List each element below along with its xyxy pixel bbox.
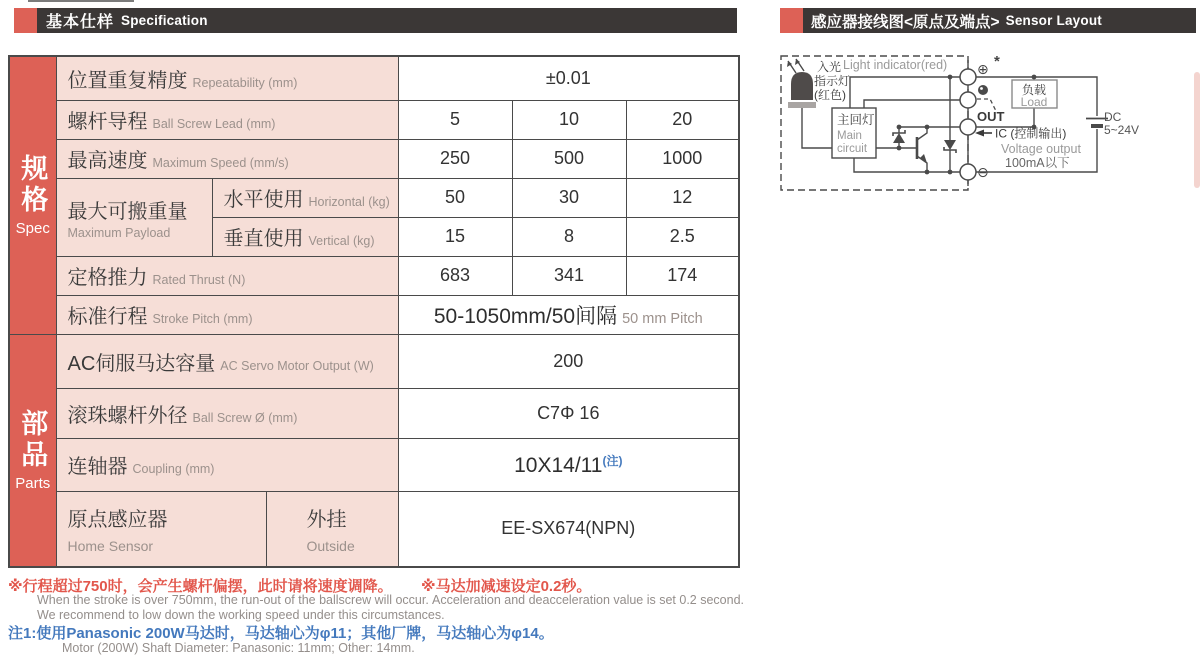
- value-vertical-3: 2.5: [626, 217, 739, 256]
- main-circuit-label-en2: circuit: [837, 143, 868, 155]
- led-indicator-icon: [787, 59, 816, 108]
- sensor-wiring-diagram: [775, 48, 1200, 200]
- note-shaft-en: Motor (200W) Shaft Diameter: Panasonic: 11mm; Other: 14mm.: [62, 641, 415, 655]
- lamp-symbol-highlight: [980, 87, 983, 90]
- table-row: [9, 178, 739, 217]
- row-label-coupling: 连轴器 Coupling (mm): [56, 438, 398, 491]
- row-label-payload: 最大可搬重量 Maximum Payload: [56, 178, 212, 256]
- table-row: [9, 100, 739, 139]
- row-label-screw: 滚珠螺杆外径 Ball Screw Ø (mm): [56, 388, 398, 438]
- header-accent-square: [780, 8, 803, 33]
- note-accel-cn: ※马达加减速设定0.2秒。: [421, 578, 592, 595]
- note-stroke-warning-en2: We recommend to low down the working speed under this circumstances.: [37, 608, 445, 622]
- emitter-arrow-icon: [920, 154, 927, 163]
- value-horizontal-3: 12: [626, 178, 739, 217]
- value-screw: C7Φ 16: [398, 388, 739, 438]
- light-in-label: 入光: [817, 60, 842, 74]
- value-vertical-2: 8: [512, 217, 626, 256]
- row-label-home-sensor: 原点感应器 Home Sensor: [56, 491, 266, 567]
- lamp-symbol-icon: [978, 85, 988, 95]
- value-motor: 200: [398, 334, 739, 388]
- spec-header-title-en: Specification: [121, 13, 208, 28]
- section-label-spec: 规格 Spec: [9, 56, 56, 334]
- sensor-header-title-en: Sensor Layout: [1005, 13, 1102, 28]
- dc-label: DC: [1104, 110, 1122, 124]
- value-home-sensor: EE-SX674(NPN): [398, 491, 739, 567]
- sensor-section-header: [780, 8, 1196, 33]
- voltage-output-label: Voltage output: [1001, 142, 1081, 156]
- section-label-parts: 部品 Parts: [9, 334, 56, 567]
- value-lead-2: 10: [512, 100, 626, 139]
- value-vertical-1: 15: [398, 217, 512, 256]
- light-indicator-label: Light indicator(red): [843, 58, 948, 72]
- table-row: [9, 139, 739, 178]
- load-label-cn: 负载: [1021, 83, 1047, 97]
- out-label: OUT: [977, 109, 1005, 124]
- main-circuit-label-cn: 主回灯: [837, 113, 875, 127]
- row-label-speed: 最高速度 Maximum Speed (mm/s): [56, 139, 398, 178]
- current-limit-label: 100mA以下: [1005, 156, 1070, 170]
- load-label-en: Load: [1020, 95, 1048, 109]
- note-stroke-warning-cn: ※行程超过750时，会产生螺杆偏摆，此时请将速度调降。: [8, 578, 393, 595]
- header-accent-square: [14, 8, 37, 33]
- note-stroke-warning-en1: When the stroke is over 750mm, the run-out of the ballscrew will occur.: [37, 593, 429, 607]
- spec-section-header: [14, 8, 737, 33]
- table-row: [9, 295, 739, 334]
- minus-terminal-symbol: ⊖: [977, 164, 989, 180]
- table-row: [9, 438, 739, 491]
- terminal-circles: [960, 69, 976, 180]
- table-row: [9, 56, 739, 100]
- value-thrust-2: 341: [512, 256, 626, 295]
- value-speed-2: 500: [512, 139, 626, 178]
- table-row: [9, 388, 739, 438]
- value-stroke: 50-1050mm/50间隔 50 mm Pitch: [398, 295, 739, 334]
- value-thrust-1: 683: [398, 256, 512, 295]
- value-repeatability: ±0.01: [398, 56, 739, 100]
- indicator-label: 指示灯: [814, 74, 851, 88]
- row-label-thrust: 定格推力 Rated Thrust (N): [56, 256, 398, 295]
- row-label-repeatability: 位置重复精度 Repeatability (mm): [56, 56, 398, 100]
- table-row: [9, 491, 739, 567]
- table-row: [9, 256, 739, 295]
- note-shaft-cn: 注1:使用Panasonic 200W马达时，马达轴心为φ11；其他厂牌，马达轴心为φ14。: [8, 625, 554, 642]
- row-label-lead: 螺杆导程 Ball Screw Lead (mm): [56, 100, 398, 139]
- row-label-vertical: 垂直使用 Vertical (kg): [212, 217, 398, 256]
- value-lead-3: 20: [626, 100, 739, 139]
- spec-header-title-cn: 基本仕样: [46, 14, 115, 31]
- home-sensor-outside-label: 外挂 Outside: [266, 491, 398, 567]
- row-label-motor: AC伺服马达容量 AC Servo Motor Output (W): [56, 334, 398, 388]
- coupling-note-ref: (注): [602, 453, 623, 468]
- ic-output-label: IC (控制输出): [995, 126, 1067, 141]
- cropped-photo-edge: [1194, 72, 1200, 188]
- value-horizontal-1: 50: [398, 178, 512, 217]
- value-speed-3: 1000: [626, 139, 739, 178]
- spec-table: [8, 55, 740, 568]
- plus-terminal-symbol: ⊕: [977, 61, 989, 77]
- sensor-header-title-cn: 感应器接线图<原点及端点>: [811, 13, 1000, 31]
- row-label-horizontal: 水平使用 Horizontal (kg): [212, 178, 398, 217]
- value-speed-1: 250: [398, 139, 512, 178]
- note-accel-en: Acceleration and deacceleration value is set 0.2 second.: [432, 593, 744, 607]
- dc-range-label: 5~24V: [1104, 123, 1140, 137]
- value-coupling: 10X14/11$^{(注)}$: [398, 438, 739, 491]
- value-thrust-3: 174: [626, 256, 739, 295]
- asterisk-mark: *: [994, 53, 1000, 70]
- ic-arrow-icon: [975, 130, 992, 137]
- red-color-label: (红色): [814, 88, 846, 102]
- table-row: [9, 334, 739, 388]
- main-circuit-label-en1: Main: [837, 130, 862, 142]
- value-lead-1: 5: [398, 100, 512, 139]
- value-horizontal-2: 30: [512, 178, 626, 217]
- page-edge-artifact: [28, 0, 134, 2]
- row-label-stroke: 标准行程 Stroke Pitch (mm): [56, 295, 398, 334]
